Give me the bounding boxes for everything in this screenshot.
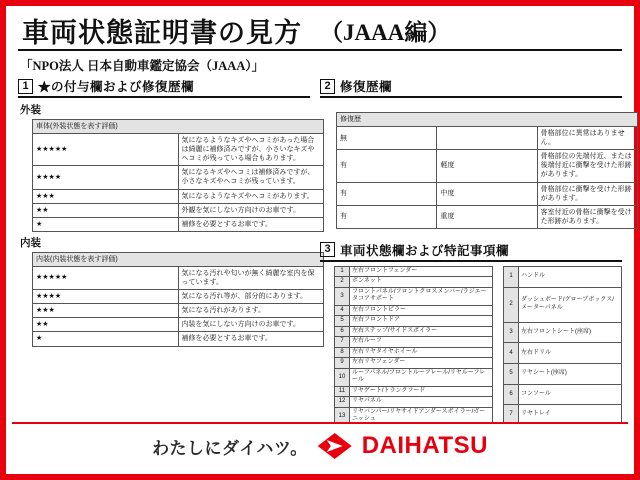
section-3-title: 車両状態欄および特記事項欄: [340, 243, 510, 258]
section-2-header: [320, 77, 622, 98]
title-divider: [18, 49, 622, 51]
section-3-number: 3: [320, 242, 335, 257]
page-title: 車両状態証明書の見方: [22, 17, 302, 48]
daihatsu-logo-icon: [318, 433, 352, 459]
brand-name: DAIHATSU: [361, 432, 488, 459]
page-subtitle: （JAAA編）: [320, 20, 451, 45]
part-number: 12: [335, 397, 350, 408]
part-number: 3: [335, 287, 350, 305]
section-1-number: 1: [18, 79, 33, 94]
footer-bar: [12, 422, 628, 468]
repair-mark: 無: [337, 127, 437, 150]
stars-cell: ★★★★★: [33, 134, 179, 166]
table-row: [33, 318, 324, 332]
part-name: ボンネット: [350, 277, 493, 288]
part-number: 5: [504, 364, 519, 385]
table-row: [337, 205, 638, 228]
part-name: リヤトレイ: [519, 405, 622, 426]
desc-cell: 気になるようなキズやヘコミがあります。: [178, 189, 324, 203]
part-name: ハンドル: [519, 266, 622, 287]
part-name: 左右ステップ/サイドスポイラー: [350, 326, 493, 337]
part-number: 4: [335, 305, 350, 316]
table-row: [33, 332, 324, 346]
part-number: 6: [335, 326, 350, 337]
table-row: [33, 266, 324, 289]
part-name: リヤパネル: [350, 397, 493, 408]
part-number: 4: [504, 343, 519, 364]
document-title-row: [16, 12, 624, 47]
list-item: [335, 358, 493, 369]
part-name: 左右ルーフ: [350, 337, 493, 348]
organization-line: 「NPO法人 日本自動車鑑定協会（JAAA）」: [20, 59, 265, 73]
repair-history-table: [336, 112, 638, 229]
section-1-title: ★の付与欄および修復歴欄: [38, 80, 195, 94]
part-number: 7: [335, 337, 350, 348]
part-name: リヤシート(座席): [519, 364, 622, 385]
table-row: [337, 182, 638, 205]
part-name: 左右ドリル: [519, 343, 622, 364]
repair-desc: 骨格部位の先端付近、または後端付近に衝撃を受けた形跡があります。: [537, 150, 637, 182]
repair-degree: 軽度: [437, 150, 537, 182]
part-name: 左右リヤタイヤホイール: [350, 347, 493, 358]
stars-cell: ★★★★: [33, 166, 179, 189]
stars-cell: ★★★★: [33, 290, 179, 304]
brand-slogan: わたしにダイハツ。: [152, 438, 308, 458]
desc-cell: 気になる汚れや匂いが無く綺麗な室内を保っています。: [178, 266, 324, 289]
table-row: [33, 120, 324, 134]
exterior-parts-table: [334, 266, 493, 426]
part-name: 左右フロントフェンダー: [350, 266, 493, 277]
exterior-label: 外装: [20, 104, 41, 116]
part-number: 11: [335, 386, 350, 397]
stars-cell: ★★★: [33, 189, 179, 203]
interior-label: 内装: [20, 236, 41, 249]
part-name: 左右フロントドア: [350, 316, 493, 327]
repair-table-header: 修復歴: [337, 113, 638, 127]
part-name: ダッシュボード/グローブボックス/メーターパネル: [519, 287, 622, 322]
part-number: 7: [504, 405, 519, 426]
desc-cell: 気になるようなキズやヘコミがあった場合は綺麗に補修済みですが、小さいなキズやヘコミが残っている場合もあります。: [178, 134, 324, 166]
stars-cell: ★★: [33, 318, 179, 332]
repair-degree: [437, 127, 537, 150]
right-column: [320, 77, 632, 426]
table-row: [337, 127, 638, 150]
desc-cell: 気になる汚れがあります。: [178, 304, 324, 318]
repair-degree: 重度: [437, 205, 537, 228]
exterior-evaluation-table: [32, 119, 324, 232]
list-item: [335, 386, 493, 397]
part-name: ルーフパネル/フロントルーフレール/リヤルーフレール: [350, 368, 493, 386]
table-row: [33, 252, 324, 266]
part-name: リヤゲート/トランクフード: [350, 386, 493, 397]
list-item: [335, 266, 493, 277]
table-row: [33, 304, 324, 318]
part-name: 左右フロントピラー: [350, 305, 493, 316]
table-row: [33, 290, 324, 304]
content-columns: [16, 77, 632, 426]
part-number: 13: [335, 407, 350, 425]
part-name: フロントパネル/フロントクロスメンバー/ラジエータコアサポート: [350, 287, 493, 305]
desc-cell: 気になるキズやヘコミは補修済みですが、小さなキズやヘコミが残っています。: [178, 166, 324, 189]
part-number: 1: [504, 266, 519, 287]
list-item: [335, 277, 493, 288]
table-row: [33, 217, 324, 231]
part-number: 6: [504, 384, 519, 405]
list-item: [504, 384, 622, 405]
list-item: [335, 316, 493, 327]
list-item: [335, 347, 493, 358]
stars-cell: ★: [33, 332, 179, 346]
list-item: [504, 343, 622, 364]
table-row: [33, 166, 324, 189]
repair-mark: 有: [337, 150, 437, 182]
part-number: 10: [335, 368, 350, 386]
part-number: 9: [335, 358, 350, 369]
interior-parts-table: [503, 266, 622, 426]
list-item: [504, 322, 622, 343]
part-name: 左右リヤフェンダー: [350, 358, 493, 369]
part-name: 左右フロントシート(座席): [519, 322, 622, 343]
part-number: 1: [335, 266, 350, 277]
section-2-number: 2: [320, 79, 335, 94]
table-row: [337, 150, 638, 182]
table-row: [33, 203, 324, 217]
list-item: [335, 337, 493, 348]
list-item: [335, 397, 493, 408]
repair-desc: 骨格部位に異常はありません。: [537, 127, 637, 150]
desc-cell: 補修を必要とするお車です。: [178, 332, 324, 346]
repair-desc: 骨格部位に衝撃を受けた形跡があります。: [537, 182, 637, 205]
section-2-title: 修復歴欄: [340, 80, 393, 94]
list-item: [335, 326, 493, 337]
part-number: 8: [335, 347, 350, 358]
repair-mark: 有: [337, 205, 437, 228]
list-item: [335, 368, 493, 386]
table-row: [337, 113, 638, 127]
list-item: [504, 364, 622, 385]
section-1-header: [18, 77, 310, 98]
desc-cell: 外観を気にしない方向けのお車です。: [178, 203, 324, 217]
table-row: [33, 189, 324, 203]
part-number: 2: [504, 287, 519, 322]
table-row: [33, 134, 324, 166]
part-name: リヤバンパー/リヤサイドアンダースポイラー/ガーニッシュ: [350, 407, 493, 425]
exterior-table-header: 車体(外装状態を表す評価): [33, 120, 324, 134]
part-number: 2: [335, 277, 350, 288]
list-item: [504, 266, 622, 287]
stars-cell: ★★★★★: [33, 266, 179, 289]
repair-desc: 客室付近の骨格に衝撃を受けた形跡があります。: [537, 205, 637, 228]
part-number: 3: [504, 322, 519, 343]
desc-cell: 気になる汚れ等が、部分的にあります。: [178, 290, 324, 304]
parts-lists: [320, 266, 622, 426]
list-item: [335, 287, 493, 305]
interior-table-header: 内装(内装状態を表す評価): [33, 252, 324, 266]
part-number: 5: [335, 316, 350, 327]
desc-cell: 補修を必要とするお車です。: [178, 217, 324, 231]
desc-cell: 内装を気にしない方向けのお車です。: [178, 318, 324, 332]
repair-mark: 有: [337, 182, 437, 205]
list-item: [335, 305, 493, 316]
list-item: [504, 287, 622, 322]
stars-cell: ★★: [33, 203, 179, 217]
stars-cell: ★: [33, 217, 179, 231]
stars-cell: ★★★: [33, 304, 179, 318]
section-3-header: [320, 241, 622, 262]
left-column: [18, 77, 315, 426]
interior-evaluation-table: [32, 252, 324, 347]
repair-degree: 中度: [437, 182, 537, 205]
part-name: コンソール: [519, 384, 622, 405]
